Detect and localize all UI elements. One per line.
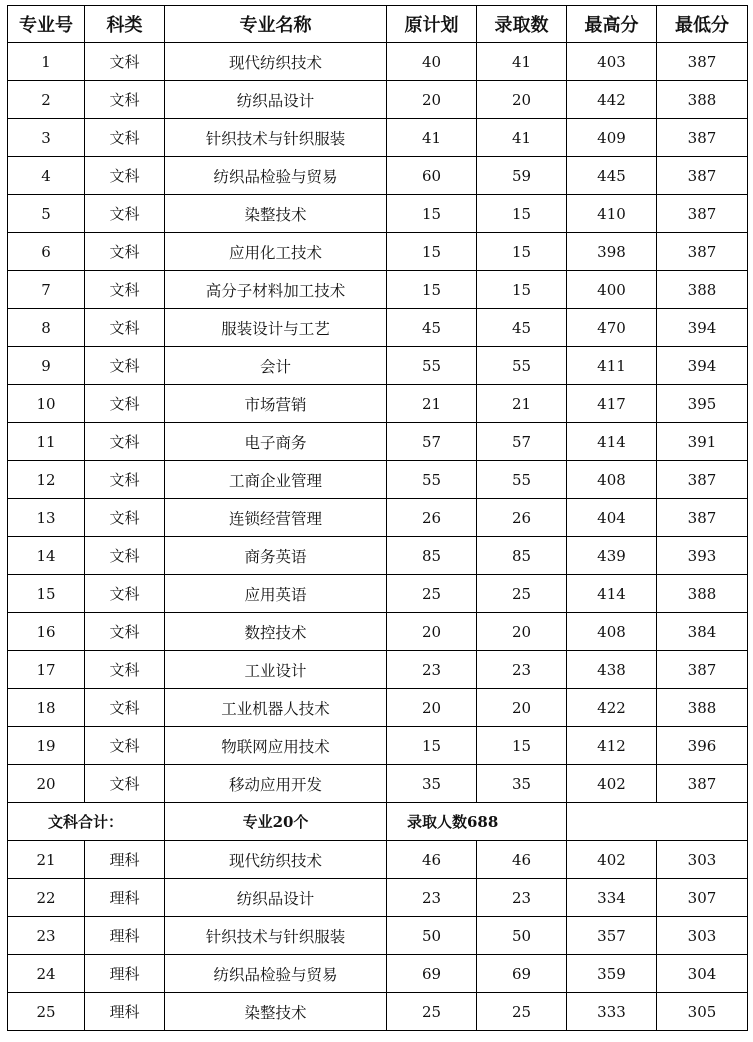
cell-lowest-score: 393 (657, 537, 748, 575)
cell-planned: 46 (387, 841, 477, 879)
cell-major-id: 14 (8, 537, 85, 575)
cell-lowest-score: 387 (657, 765, 748, 803)
cell-major-id: 19 (8, 727, 85, 765)
cell-admitted: 57 (477, 423, 567, 461)
header-major: 专业名称 (165, 6, 387, 43)
cell-highest-score: 414 (567, 423, 657, 461)
cell-category: 理科 (85, 917, 165, 955)
cell-highest-score: 438 (567, 651, 657, 689)
cell-lowest-score: 394 (657, 347, 748, 385)
cell-highest-score: 445 (567, 157, 657, 195)
table-body (8, 43, 748, 1031)
cell-lowest-score: 388 (657, 575, 748, 613)
header-admitted: 录取数 (477, 6, 567, 43)
cell-category: 文科 (85, 537, 165, 575)
cell-major-name: 连锁经营管理 (165, 499, 387, 537)
cell-major-id: 1 (8, 43, 85, 81)
cell-admitted: 15 (477, 195, 567, 233)
cell-planned: 45 (387, 309, 477, 347)
cell-highest-score: 470 (567, 309, 657, 347)
table-row (8, 575, 748, 613)
cell-major-name: 数控技术 (165, 613, 387, 651)
cell-major-name: 市场营销 (165, 385, 387, 423)
cell-highest-score: 414 (567, 575, 657, 613)
cell-highest-score: 410 (567, 195, 657, 233)
cell-highest-score: 411 (567, 347, 657, 385)
cell-major-name: 会计 (165, 347, 387, 385)
cell-admitted: 35 (477, 765, 567, 803)
cell-major-name: 纺织品检验与贸易 (165, 157, 387, 195)
cell-admitted: 45 (477, 309, 567, 347)
cell-major-id: 25 (8, 993, 85, 1031)
cell-admitted: 23 (477, 651, 567, 689)
cell-category: 文科 (85, 347, 165, 385)
cell-planned: 25 (387, 575, 477, 613)
admissions-table (7, 5, 748, 1031)
cell-major-name: 服装设计与工艺 (165, 309, 387, 347)
table-row (8, 119, 748, 157)
table-row (8, 993, 748, 1031)
cell-category: 文科 (85, 651, 165, 689)
cell-major-id: 5 (8, 195, 85, 233)
cell-admitted: 15 (477, 233, 567, 271)
table-row (8, 727, 748, 765)
header-row (8, 6, 748, 43)
table-row (8, 233, 748, 271)
cell-admitted: 69 (477, 955, 567, 993)
cell-lowest-score: 387 (657, 43, 748, 81)
cell-lowest-score: 387 (657, 195, 748, 233)
cell-major-name: 染整技术 (165, 195, 387, 233)
cell-major-id: 3 (8, 119, 85, 157)
cell-major-id: 6 (8, 233, 85, 271)
cell-major-id: 4 (8, 157, 85, 195)
cell-major-id: 21 (8, 841, 85, 879)
cell-major-id: 10 (8, 385, 85, 423)
header-highest: 最高分 (567, 6, 657, 43)
cell-planned: 15 (387, 233, 477, 271)
cell-planned: 55 (387, 347, 477, 385)
table-row (8, 499, 748, 537)
cell-lowest-score: 387 (657, 119, 748, 157)
cell-category: 文科 (85, 689, 165, 727)
table-row (8, 81, 748, 119)
cell-lowest-score: 387 (657, 651, 748, 689)
cell-lowest-score: 304 (657, 955, 748, 993)
cell-category: 理科 (85, 955, 165, 993)
cell-highest-score: 417 (567, 385, 657, 423)
cell-major-name: 现代纺织技术 (165, 43, 387, 81)
cell-highest-score: 404 (567, 499, 657, 537)
cell-major-name: 工业机器人技术 (165, 689, 387, 727)
cell-category: 理科 (85, 879, 165, 917)
table-row (8, 195, 748, 233)
cell-lowest-score: 394 (657, 309, 748, 347)
cell-category: 文科 (85, 157, 165, 195)
cell-admitted: 26 (477, 499, 567, 537)
cell-planned: 15 (387, 727, 477, 765)
cell-major-name: 电子商务 (165, 423, 387, 461)
cell-category: 文科 (85, 119, 165, 157)
cell-lowest-score: 388 (657, 271, 748, 309)
table-row (8, 309, 748, 347)
cell-category: 理科 (85, 841, 165, 879)
cell-lowest-score: 391 (657, 423, 748, 461)
cell-major-name: 应用英语 (165, 575, 387, 613)
header-id: 专业号 (8, 6, 85, 43)
table-row (8, 43, 748, 81)
cell-major-id: 15 (8, 575, 85, 613)
cell-major-id: 9 (8, 347, 85, 385)
cell-major-name: 纺织品检验与贸易 (165, 955, 387, 993)
cell-planned: 15 (387, 195, 477, 233)
cell-category: 文科 (85, 271, 165, 309)
cell-major-id: 2 (8, 81, 85, 119)
cell-category: 文科 (85, 309, 165, 347)
cell-highest-score: 408 (567, 613, 657, 651)
cell-major-name: 纺织品设计 (165, 81, 387, 119)
table-row (8, 347, 748, 385)
table-row (8, 385, 748, 423)
cell-planned: 41 (387, 119, 477, 157)
cell-highest-score: 400 (567, 271, 657, 309)
cell-lowest-score: 396 (657, 727, 748, 765)
cell-lowest-score: 384 (657, 613, 748, 651)
cell-planned: 23 (387, 651, 477, 689)
table-row (8, 955, 748, 993)
cell-major-name: 针织技术与针织服装 (165, 917, 387, 955)
cell-planned: 23 (387, 879, 477, 917)
cell-lowest-score: 387 (657, 461, 748, 499)
cell-planned: 26 (387, 499, 477, 537)
summary-major-count: 专业20个 (165, 803, 387, 841)
cell-highest-score: 402 (567, 841, 657, 879)
table-row (8, 689, 748, 727)
cell-category: 文科 (85, 461, 165, 499)
cell-admitted: 46 (477, 841, 567, 879)
cell-major-id: 18 (8, 689, 85, 727)
cell-highest-score: 439 (567, 537, 657, 575)
cell-category: 文科 (85, 423, 165, 461)
cell-planned: 20 (387, 689, 477, 727)
cell-planned: 69 (387, 955, 477, 993)
cell-planned: 60 (387, 157, 477, 195)
cell-planned: 55 (387, 461, 477, 499)
cell-admitted: 25 (477, 993, 567, 1031)
cell-major-name: 高分子材料加工技术 (165, 271, 387, 309)
cell-category: 文科 (85, 765, 165, 803)
cell-category: 文科 (85, 81, 165, 119)
cell-lowest-score: 395 (657, 385, 748, 423)
cell-planned: 15 (387, 271, 477, 309)
cell-admitted: 41 (477, 119, 567, 157)
cell-major-id: 23 (8, 917, 85, 955)
cell-highest-score: 357 (567, 917, 657, 955)
cell-major-name: 针织技术与针织服装 (165, 119, 387, 157)
summary-label: 文科合计： (8, 803, 165, 841)
cell-major-id: 20 (8, 765, 85, 803)
cell-lowest-score: 303 (657, 917, 748, 955)
cell-lowest-score: 307 (657, 879, 748, 917)
cell-category: 文科 (85, 499, 165, 537)
cell-category: 文科 (85, 385, 165, 423)
cell-major-id: 16 (8, 613, 85, 651)
cell-major-id: 13 (8, 499, 85, 537)
table-row (8, 157, 748, 195)
cell-planned: 21 (387, 385, 477, 423)
cell-major-id: 7 (8, 271, 85, 309)
cell-lowest-score: 387 (657, 233, 748, 271)
cell-planned: 40 (387, 43, 477, 81)
cell-lowest-score: 387 (657, 499, 748, 537)
cell-planned: 25 (387, 993, 477, 1031)
cell-major-name: 现代纺织技术 (165, 841, 387, 879)
table-row (8, 879, 748, 917)
cell-lowest-score: 303 (657, 841, 748, 879)
cell-planned: 85 (387, 537, 477, 575)
cell-highest-score: 422 (567, 689, 657, 727)
table-row (8, 423, 748, 461)
cell-major-name: 染整技术 (165, 993, 387, 1031)
cell-category: 文科 (85, 575, 165, 613)
cell-admitted: 55 (477, 347, 567, 385)
summary-row (8, 803, 748, 841)
cell-category: 文科 (85, 195, 165, 233)
cell-admitted: 21 (477, 385, 567, 423)
cell-major-name: 商务英语 (165, 537, 387, 575)
cell-major-id: 24 (8, 955, 85, 993)
summary-empty-cell (567, 803, 748, 841)
cell-major-id: 12 (8, 461, 85, 499)
cell-admitted: 20 (477, 613, 567, 651)
cell-major-name: 工商企业管理 (165, 461, 387, 499)
cell-admitted: 25 (477, 575, 567, 613)
cell-highest-score: 408 (567, 461, 657, 499)
cell-lowest-score: 305 (657, 993, 748, 1031)
cell-highest-score: 442 (567, 81, 657, 119)
cell-major-name: 纺织品设计 (165, 879, 387, 917)
cell-major-name: 移动应用开发 (165, 765, 387, 803)
cell-admitted: 20 (477, 81, 567, 119)
table-row (8, 613, 748, 651)
cell-major-name: 应用化工技术 (165, 233, 387, 271)
summary-admitted-total: 录取人数688 (387, 803, 567, 841)
cell-lowest-score: 388 (657, 689, 748, 727)
cell-category: 文科 (85, 613, 165, 651)
header-category: 科类 (85, 6, 165, 43)
table-row (8, 461, 748, 499)
table-row (8, 841, 748, 879)
table-row (8, 917, 748, 955)
cell-planned: 57 (387, 423, 477, 461)
cell-planned: 35 (387, 765, 477, 803)
cell-admitted: 59 (477, 157, 567, 195)
table-row (8, 537, 748, 575)
cell-highest-score: 359 (567, 955, 657, 993)
cell-major-id: 8 (8, 309, 85, 347)
cell-major-name: 工业设计 (165, 651, 387, 689)
cell-admitted: 20 (477, 689, 567, 727)
cell-admitted: 55 (477, 461, 567, 499)
cell-category: 文科 (85, 43, 165, 81)
cell-highest-score: 403 (567, 43, 657, 81)
cell-highest-score: 402 (567, 765, 657, 803)
cell-planned: 50 (387, 917, 477, 955)
cell-admitted: 41 (477, 43, 567, 81)
cell-major-id: 22 (8, 879, 85, 917)
cell-admitted: 15 (477, 271, 567, 309)
cell-category: 理科 (85, 993, 165, 1031)
table-row (8, 765, 748, 803)
cell-major-id: 11 (8, 423, 85, 461)
cell-lowest-score: 388 (657, 81, 748, 119)
cell-planned: 20 (387, 613, 477, 651)
table-row (8, 271, 748, 309)
table-row (8, 651, 748, 689)
cell-planned: 20 (387, 81, 477, 119)
header-planned: 原计划 (387, 6, 477, 43)
cell-lowest-score: 387 (657, 157, 748, 195)
cell-highest-score: 334 (567, 879, 657, 917)
cell-admitted: 23 (477, 879, 567, 917)
cell-highest-score: 333 (567, 993, 657, 1031)
cell-highest-score: 412 (567, 727, 657, 765)
cell-major-id: 17 (8, 651, 85, 689)
cell-highest-score: 398 (567, 233, 657, 271)
cell-category: 文科 (85, 233, 165, 271)
header-lowest: 最低分 (657, 6, 748, 43)
cell-category: 文科 (85, 727, 165, 765)
cell-major-name: 物联网应用技术 (165, 727, 387, 765)
cell-highest-score: 409 (567, 119, 657, 157)
cell-admitted: 15 (477, 727, 567, 765)
cell-admitted: 50 (477, 917, 567, 955)
cell-admitted: 85 (477, 537, 567, 575)
